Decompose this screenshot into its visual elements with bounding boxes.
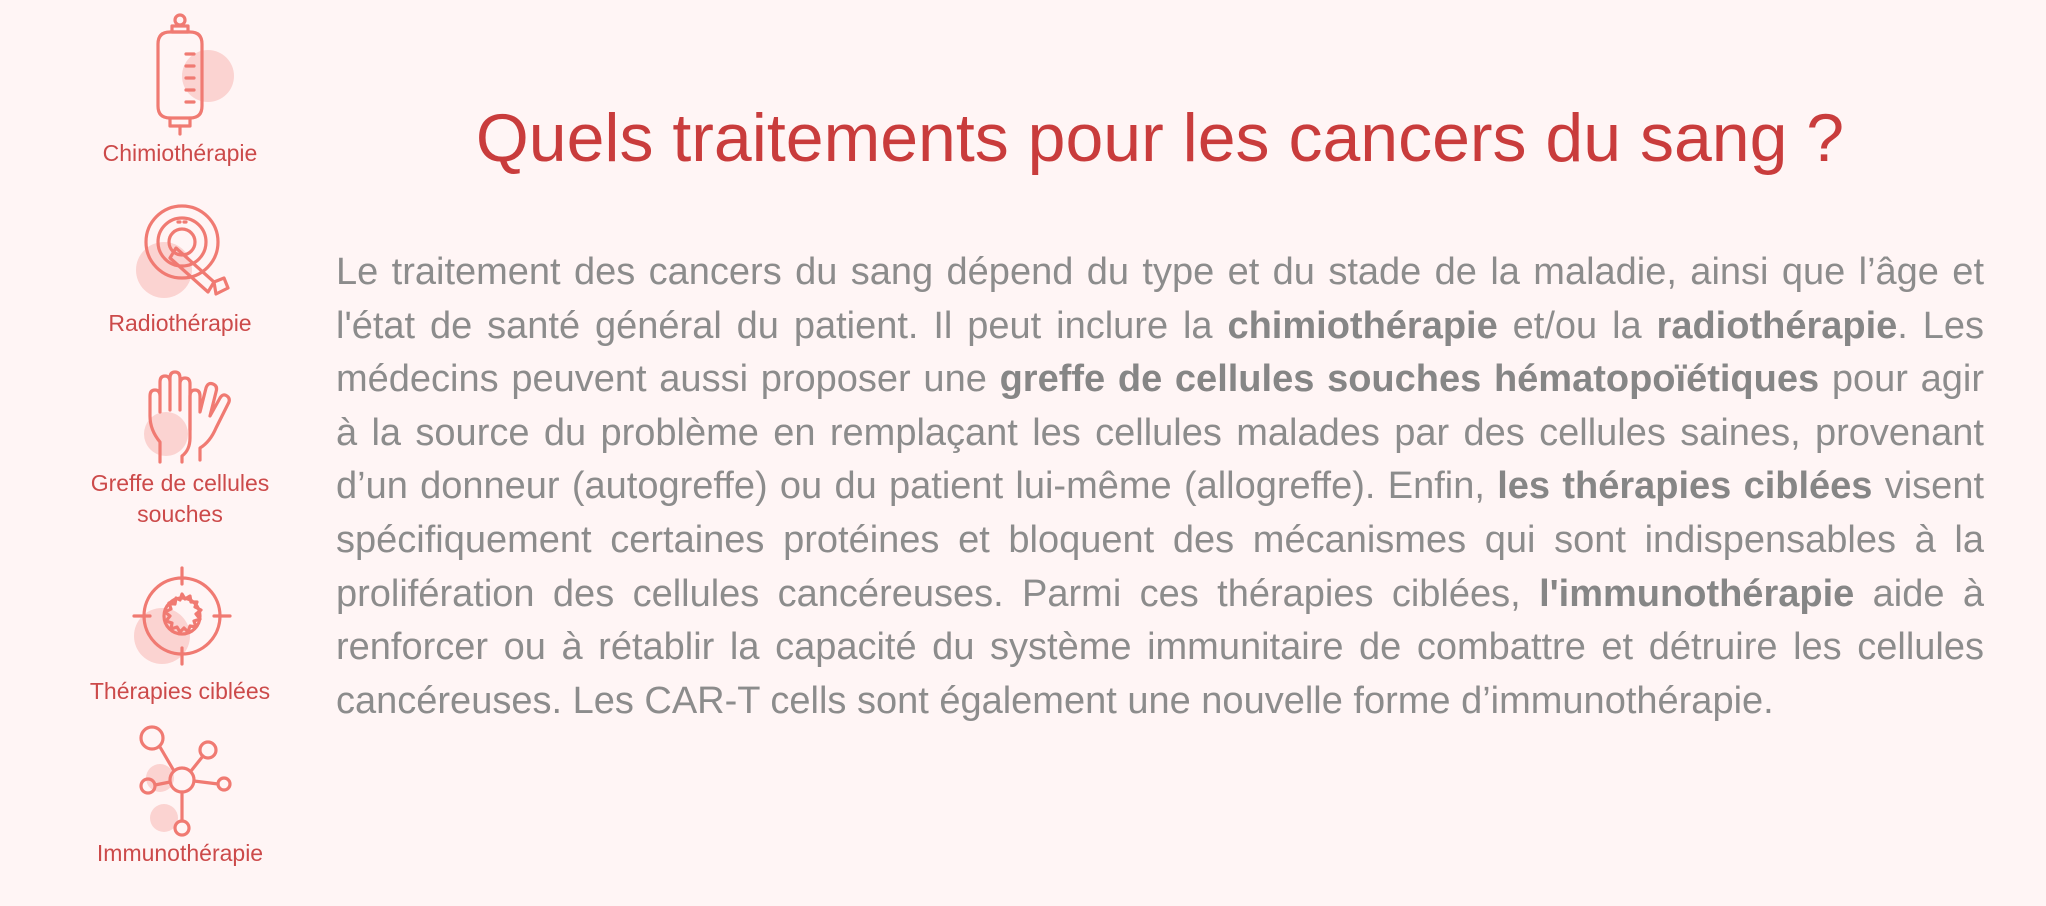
page-title: Quels traitements pour les cancers du sang ? — [475, 100, 1845, 176]
body-emphasis-radiotherapie: radiothérapie — [1656, 304, 1898, 347]
molecule-network-icon — [120, 722, 240, 838]
body-emphasis-immunotherapie: l'immunothérapie — [1539, 572, 1855, 615]
radiotherapy-machine-icon — [120, 198, 240, 308]
sidebar-item-label: Immunothérapie — [96, 840, 264, 866]
sidebar-item-label: Greffe de cellules souches — [90, 470, 270, 527]
body-text-segment: visent spécifiquement certaines protéines et bloquent des mécanismes qui sont indispensables à la prolifération des cellules cancéreuses. Parmi ces thérapies ciblées, — [336, 465, 1985, 615]
body-text-segment: aide à renforcer ou à rétablir la capacité du système immunitaire de combattre et détruire les cellules cancéreuses. Les CAR-T cells sont également une nouvelle forme d’immunothérapie. — [336, 572, 1985, 722]
treatment-sidebar — [60, 0, 300, 906]
sidebar-item-chimiotherapie — [60, 10, 300, 169]
iv-bag-icon — [120, 10, 240, 138]
body-text-segment: et/ou la — [1497, 304, 1657, 347]
body-text-segment: pour agir à la source du problème en remplaçant les cellules malades par des cellules saines, provenant d’un donneur (autogreffe) ou du patient lui-même (allogreffe). Enfin, — [336, 358, 1984, 508]
gloved-hands-icon — [120, 368, 240, 468]
sidebar-item-label: Thérapies ciblées — [89, 678, 271, 704]
body-emphasis-greffe: greffe de cellules souches hématopoïétiques — [999, 358, 1820, 401]
body-text-segment: Le traitement des cancers du sang dépend du type et du stade de la maladie, ainsi que l’âge et l'état de santé général du patient. Il peut inclure la — [336, 251, 1984, 347]
sidebar-item-immunotherapie — [60, 722, 300, 869]
body-paragraph — [336, 246, 1984, 728]
sidebar-item-therapies-ciblees — [60, 566, 300, 707]
body-emphasis-chimiotherapie: chimiothérapie — [1227, 304, 1498, 347]
sidebar-item-label: Radiothérapie — [108, 310, 252, 336]
target-cell-icon — [120, 566, 240, 676]
body-emphasis-therapies-ciblees: les thérapies ciblées — [1497, 465, 1873, 508]
sidebar-item-label: Chimiothérapie — [102, 140, 258, 166]
sidebar-item-radiotherapie — [60, 198, 300, 339]
sidebar-item-greffe — [60, 368, 300, 530]
body-text-segment: . Les médecins peuvent aussi proposer une — [336, 304, 1985, 401]
